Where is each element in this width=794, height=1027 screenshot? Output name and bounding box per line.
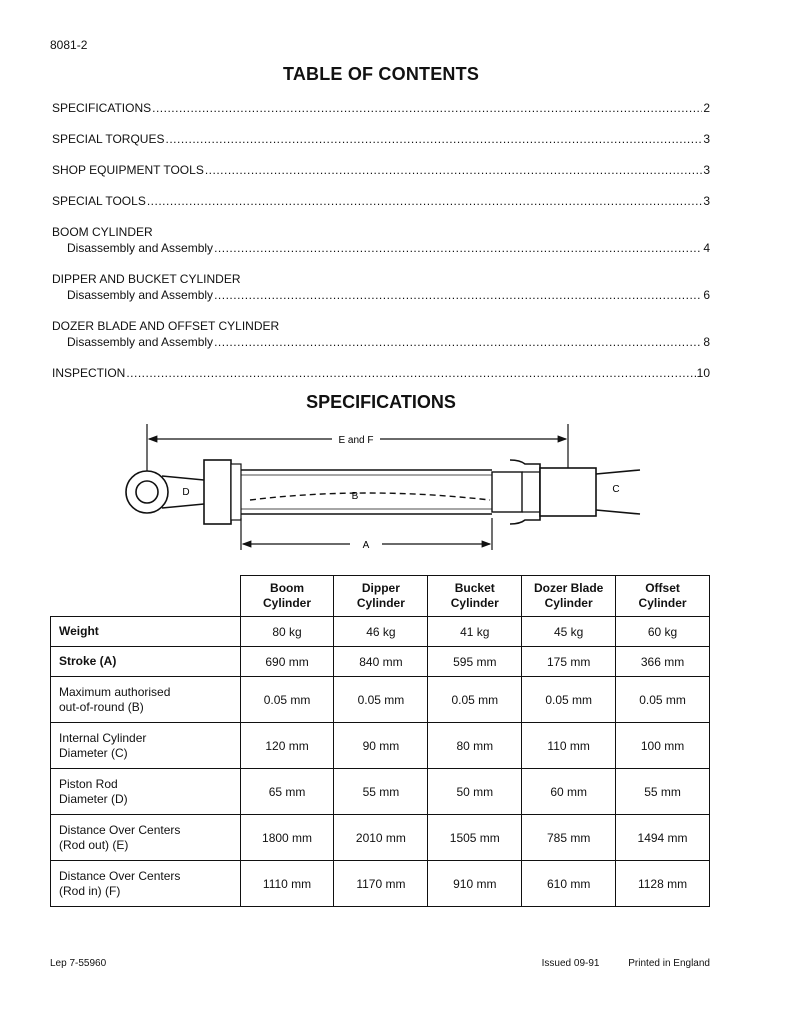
toc-dot-leader: [126, 365, 695, 381]
toc-entry-heading: DOZER BLADE AND OFFSET CYLINDER: [52, 319, 280, 333]
cylinder-diagram-svg: [100, 418, 660, 556]
column-header: [522, 576, 616, 617]
row-label-line: Stroke (A): [59, 654, 117, 668]
piston: [492, 460, 540, 524]
row-label: [51, 677, 241, 723]
toc-dot-leader: [147, 193, 702, 209]
toc-dot-leader: [214, 240, 702, 256]
footer-printed: Printed in England: [628, 958, 710, 969]
table-cell: 65 mm: [240, 769, 334, 815]
toc-entry-page: 8: [703, 335, 710, 349]
toc-entry-label: SHOP EQUIPMENT TOOLS: [52, 163, 204, 177]
toc-entry-line: [52, 193, 710, 209]
column-header-line: Dipper: [361, 581, 400, 595]
column-header-line: Cylinder: [544, 596, 593, 610]
toc-entry: [52, 318, 710, 350]
row-label-line: (Rod out) (E): [59, 837, 129, 852]
toc-dot-leader: [214, 334, 702, 350]
toc-entry-heading: BOOM CYLINDER: [52, 225, 153, 239]
cylinder-base: [540, 468, 640, 516]
toc-entry-label: Disassembly and Assembly: [67, 288, 214, 302]
toc-entry: [52, 193, 710, 209]
table-cell: 0.05 mm: [428, 677, 522, 723]
table-cell: 1128 mm: [616, 861, 710, 907]
toc-entry: [52, 224, 710, 256]
row-label: [51, 815, 241, 861]
label-d: D: [182, 487, 190, 498]
table-row: [51, 677, 710, 723]
cylinder-barrel: [241, 470, 492, 514]
specifications-title: SPECIFICATIONS: [306, 392, 456, 412]
table-row: [51, 723, 710, 769]
column-header-line: Cylinder: [263, 596, 312, 610]
toc-entry-label: Disassembly and Assembly: [67, 241, 214, 255]
table-cell: 1110 mm: [240, 861, 334, 907]
toc-entry-page: 3: [703, 194, 710, 208]
table-cell: 55 mm: [616, 769, 710, 815]
row-label-line: Distance Over Centers: [59, 868, 181, 883]
table-cell: 910 mm: [428, 861, 522, 907]
column-header-line: Cylinder: [638, 596, 687, 610]
column-header: [240, 576, 334, 617]
toc-entry-label: SPECIFICATIONS: [52, 101, 152, 115]
table-cell: 785 mm: [522, 815, 616, 861]
toc-entry-page: 3: [703, 132, 710, 146]
table-header-row: [51, 576, 710, 617]
table-cell: 60 mm: [522, 769, 616, 815]
specifications-table: [50, 575, 710, 907]
toc-dot-leader: [152, 100, 702, 116]
table-cell: 1494 mm: [616, 815, 710, 861]
footer-issued: Issued 09-91: [541, 958, 600, 969]
row-label-line: Internal Cylinder: [59, 730, 147, 745]
label-e-and-f: E and F: [338, 435, 374, 446]
cylinder-diagram: [100, 418, 660, 556]
dimension-a: [241, 518, 492, 551]
table-cell: 80 mm: [428, 723, 522, 769]
table-cell: 50 mm: [428, 769, 522, 815]
row-label-line: Weight: [59, 624, 99, 638]
toc-entry-page: 10: [696, 366, 710, 380]
table-cell: 0.05 mm: [522, 677, 616, 723]
row-label: [51, 617, 241, 647]
toc-entry: [52, 162, 710, 178]
table-cell: 690 mm: [240, 647, 334, 677]
table-row: [51, 617, 710, 647]
table-row: [51, 815, 710, 861]
toc-entry: [52, 131, 710, 147]
table-cell: 595 mm: [428, 647, 522, 677]
table-row: [51, 861, 710, 907]
toc-entry-line: [52, 100, 710, 116]
toc-entry: [52, 365, 710, 381]
column-header-line: Bucket: [454, 581, 495, 595]
table-cell: 110 mm: [522, 723, 616, 769]
table-cell: 1170 mm: [334, 861, 428, 907]
toc-entry-line: [52, 334, 710, 350]
table-cell: 100 mm: [616, 723, 710, 769]
doc-number: 8081-2: [50, 38, 88, 52]
table-cell: 41 kg: [428, 617, 522, 647]
table-cell: 55 mm: [334, 769, 428, 815]
toc-entry-line: [52, 162, 710, 178]
toc-entry-label: SPECIAL TOOLS: [52, 194, 146, 208]
table-cell: 46 kg: [334, 617, 428, 647]
toc-entry-label: SPECIAL TORQUES: [52, 132, 165, 146]
table-cell: 2010 mm: [334, 815, 428, 861]
column-header-line: Cylinder: [356, 596, 405, 610]
toc-entry-label: INSPECTION: [52, 366, 126, 380]
toc-dot-leader: [205, 162, 702, 178]
table-cell: 80 kg: [240, 617, 334, 647]
footer-reference: Lep 7-55960: [50, 958, 107, 969]
table-row: [51, 769, 710, 815]
row-label-line: out-of-round (B): [59, 699, 144, 714]
toc-entry: [52, 100, 710, 116]
toc-entry-line: [52, 240, 710, 256]
table-cell: 1505 mm: [428, 815, 522, 861]
toc-entry-heading: DIPPER AND BUCKET CYLINDER: [52, 272, 241, 286]
label-a: A: [362, 540, 370, 551]
table-cell: 60 kg: [616, 617, 710, 647]
toc-entry-page: 2: [703, 101, 710, 115]
toc-entry-page: 3: [703, 163, 710, 177]
footer-meta: [542, 958, 710, 969]
row-label-line: Piston Rod: [59, 776, 118, 791]
row-label: [51, 723, 241, 769]
label-b: B: [351, 491, 359, 502]
toc-dot-leader: [165, 131, 702, 147]
table-cell: 90 mm: [334, 723, 428, 769]
row-label-line: Maximum authorised: [59, 684, 171, 699]
table-cell: 120 mm: [240, 723, 334, 769]
table-cell: 610 mm: [522, 861, 616, 907]
row-label-line: Distance Over Centers: [59, 822, 181, 837]
toc-entry-line: [52, 287, 710, 303]
toc-entry-page: 4: [703, 241, 710, 255]
table-cell: 840 mm: [334, 647, 428, 677]
column-header: [334, 576, 428, 617]
row-label: [51, 861, 241, 907]
row-label: [51, 769, 241, 815]
column-header-line: Dozer Blade: [533, 581, 604, 595]
label-c: C: [612, 484, 620, 495]
table-cell: 0.05 mm: [240, 677, 334, 723]
toc-entry-label: Disassembly and Assembly: [67, 335, 214, 349]
table-corner: [51, 576, 241, 617]
table-cell: 0.05 mm: [334, 677, 428, 723]
row-label-line: (Rod in) (F): [59, 883, 121, 898]
row-label-line: Diameter (D): [59, 791, 128, 806]
column-header: [428, 576, 522, 617]
table-of-contents: [52, 100, 710, 396]
cylinder-head: [204, 460, 241, 524]
column-header-line: Cylinder: [450, 596, 499, 610]
table-cell: 366 mm: [616, 647, 710, 677]
toc-dot-leader: [214, 287, 702, 303]
table-cell: 0.05 mm: [616, 677, 710, 723]
rod-eye: [126, 471, 204, 513]
column-header-line: Offset: [645, 581, 680, 595]
toc-title: TABLE OF CONTENTS: [282, 64, 480, 84]
toc-entry: [52, 271, 710, 303]
table-cell: 45 kg: [522, 617, 616, 647]
toc-entry-line: [52, 131, 710, 147]
column-header-line: Boom: [270, 581, 305, 595]
row-label-line: Diameter (C): [59, 745, 128, 760]
table-cell: 175 mm: [522, 647, 616, 677]
table-row: [51, 647, 710, 677]
toc-entry-line: [52, 365, 710, 381]
row-label: [51, 647, 241, 677]
toc-entry-page: 6: [703, 288, 710, 302]
table-cell: 1800 mm: [240, 815, 334, 861]
column-header: [616, 576, 710, 617]
